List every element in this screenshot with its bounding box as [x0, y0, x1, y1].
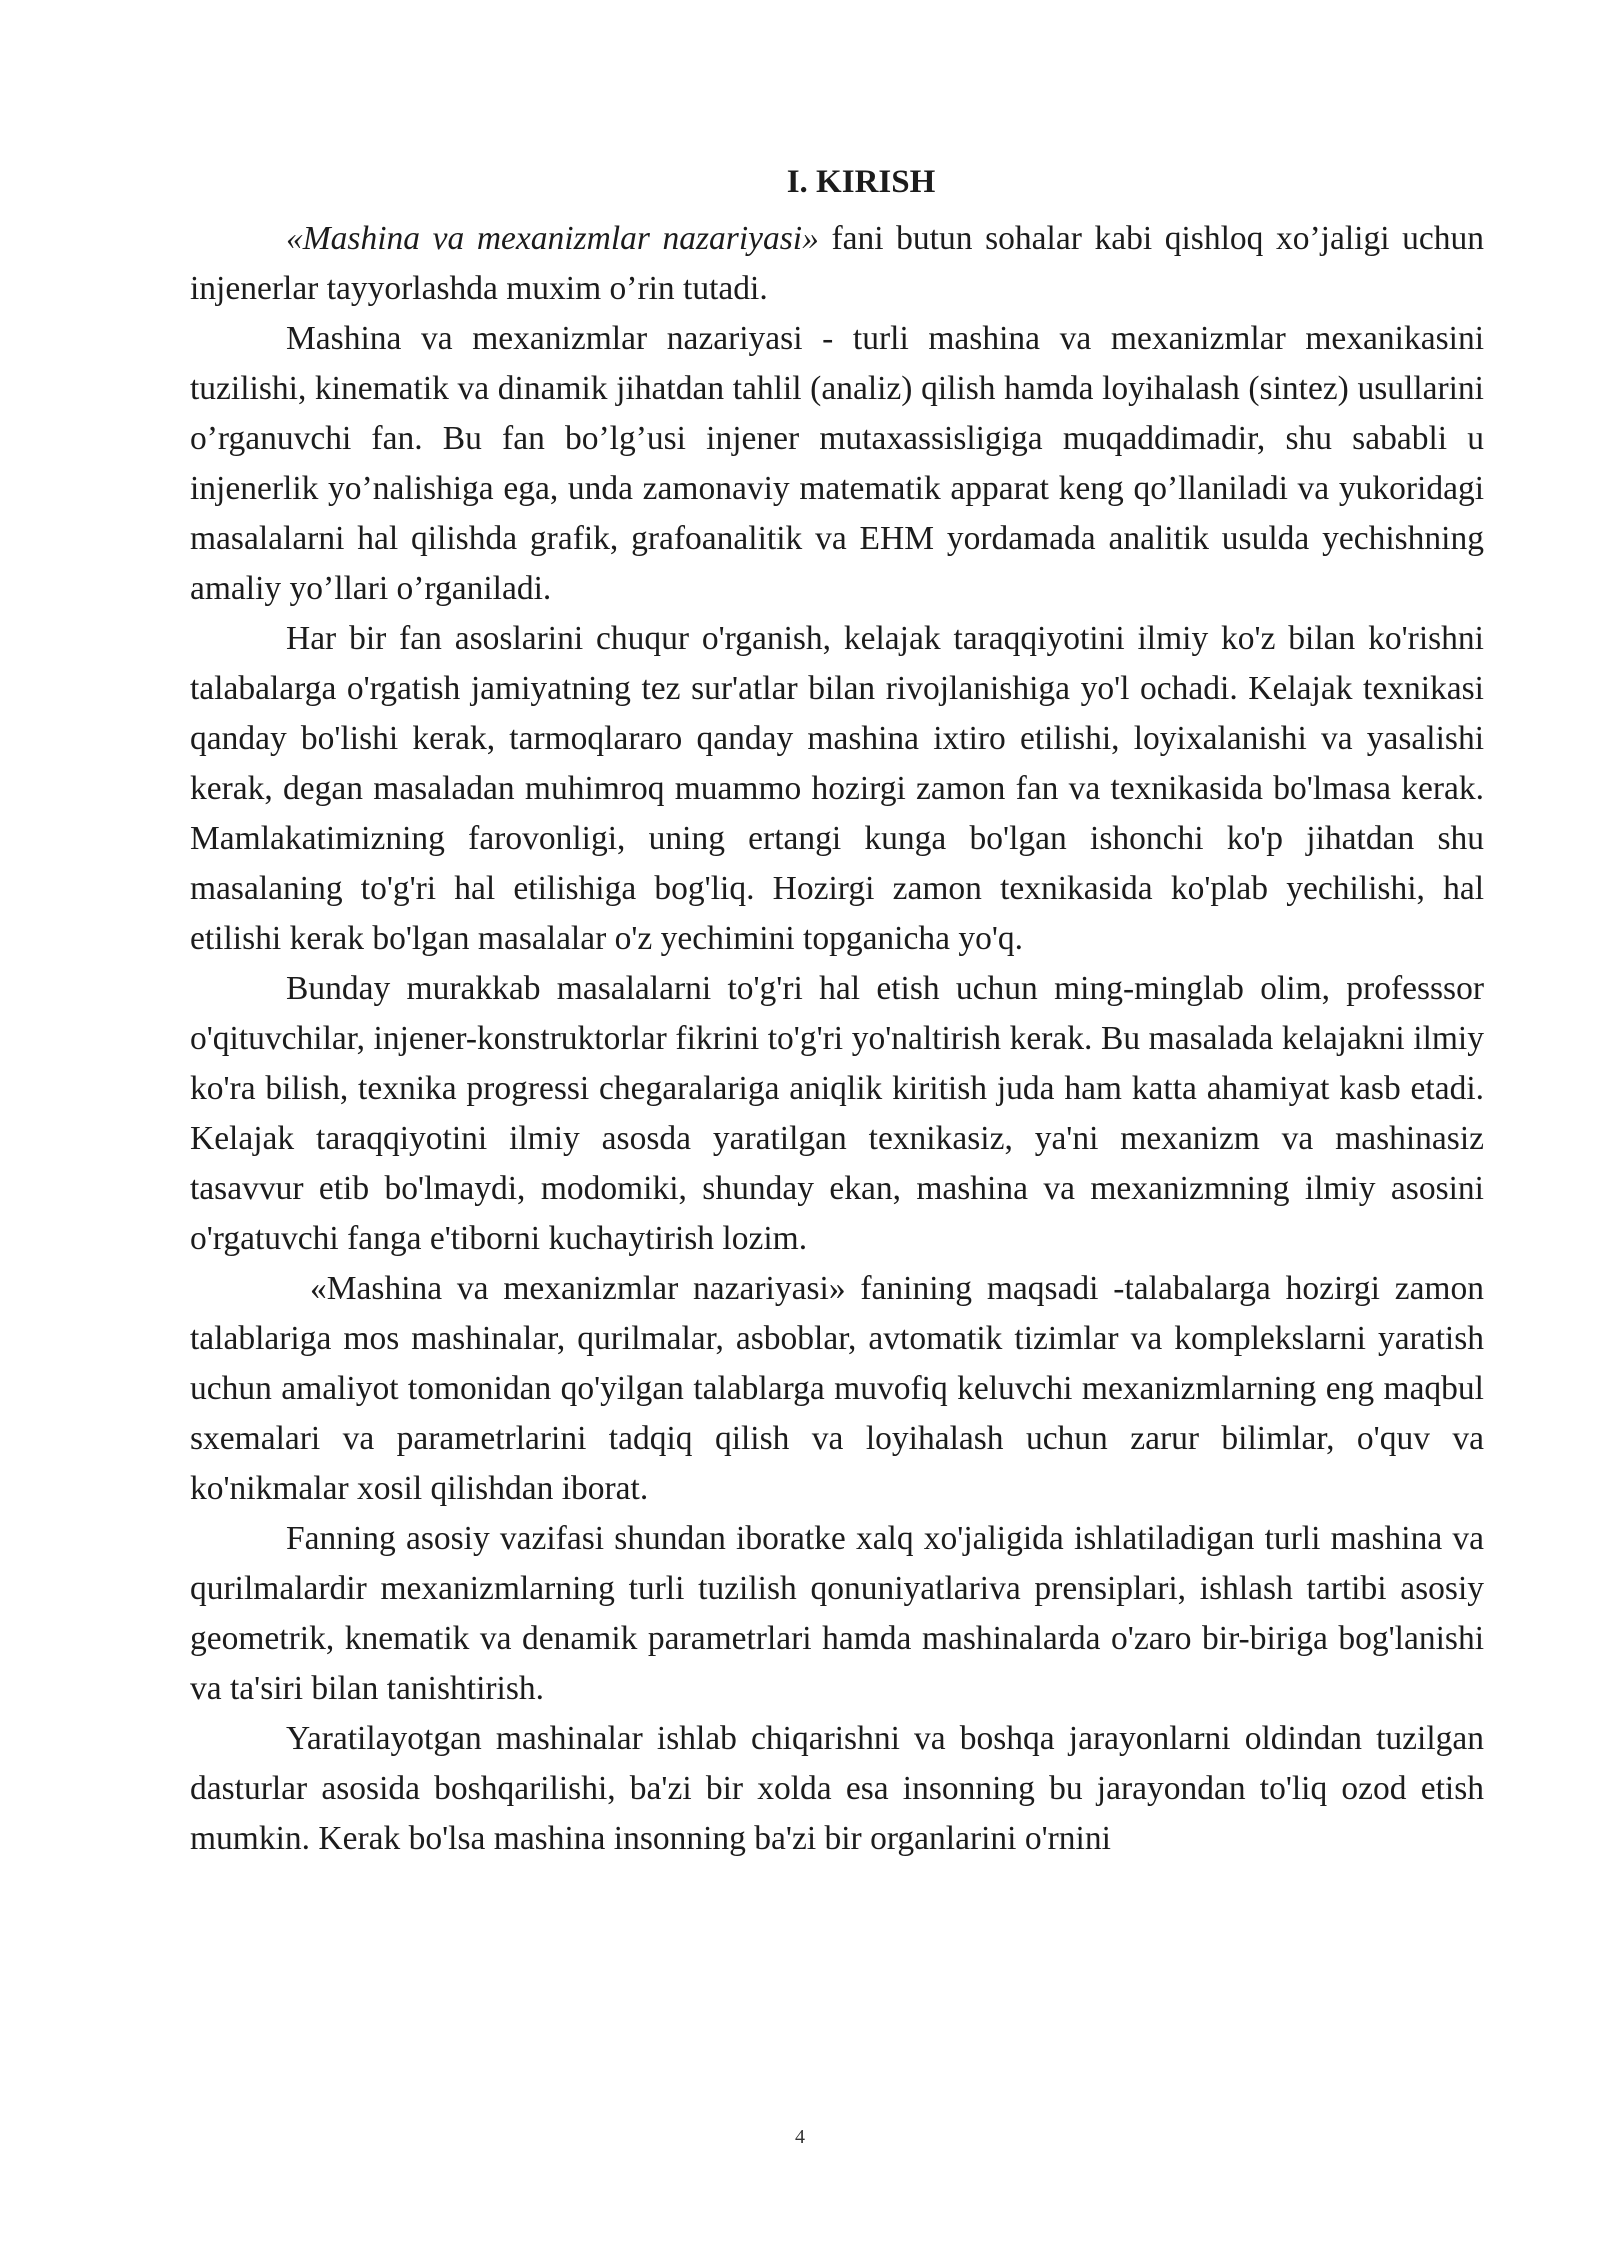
paragraph-4: Bunday murakkab masalalarni to'g'ri hal etish uchun ming-minglab olim, professsor o'qituvchilar, injener-konstruktorlar fikrini to'g'ri yo'naltirish kerak. Bu masalada kelajakni ilmiy ko'ra bilish, texnika progressi chegaralariga aniqlik kiritish juda ham katta ahamiyat kasb etadi. Kelajak taraqqiyotini ilmiy asosda yaratilgan texnikasiz, ya'ni mexanizm va mashinasiz tasavvur etib bo'lmaydi, modomiki, shunday ekan, mashina va mexanizmning ilmiy asosini o'rgatuvchi fanga e'tiborni kuchaytirish lozim.	[190, 970, 1484, 1257]
paragraph-1-text: fani butun sohalar kabi qishloq xo’jaligi uchun injenerlar tayyorlashda muxim o’rin tutadi.	[190, 220, 1485, 307]
paragraph-1	[190, 214, 1484, 314]
paragraph-3: Har bir fan asoslarini chuqur o'rganish, kelajak taraqqiyotini ilmiy ko'z bilan ko'rishni talabalarga o'rgatish jamiyatning tez sur'atlar bilan rivojlanishiga yo'l ochadi. Kelajak texnikasi qanday bo'lishi kerak, tarmoqlararo qanday mashina ixtiro etilishi, loyixalanishi va yasalishi kerak, degan masaladan muhimroq muammo hozirgi zamon fan va texnikasida bo'lmasa kerak. Mamlakatimizning farovonligi, uning ertangi kunga bo'lgan ishonchi ko'p jihatdan shu masalaning to'g'ri hal etilishiga bog'liq. Hozirgi zamon texnikasida ko'plab yechilishi, hal etilishi kerak bo'lgan masalalar o'z yechimini topganicha yo'q.	[190, 620, 1484, 957]
page-content	[190, 162, 1484, 1864]
paragraph-7: Yaratilayotgan mashinalar ishlab chiqarishni va boshqa jarayonlarni oldindan tuzilgan dasturlar asosida boshqarilishi, ba'zi bir xolda esa insonning bu jarayondan to'liq ozod etish mumkin. Kerak bo'lsa mashina insonning ba'zi bir organlarini o'rnini	[190, 1720, 1484, 1857]
paragraph-6: Fanning asosiy vazifasi shundan iboratke xalq xo'jaligida ishlatiladigan turli mashina va qurilmalardir mexanizmlarning turli tuzilish qonuniyatlariva prensiplari, ishlash tartibi asosiy geometrik, knematik va denamik parametrlari hamda mashinalarda o'zaro bir-biriga bog'lanishi va ta'siri bilan tanishtirish.	[190, 1520, 1484, 1707]
section-heading: I. KIRISH	[786, 164, 936, 200]
paragraph-5: «Mashina va mexanizmlar nazariyasi» fanining maqsadi -talabalarga hozirgi zamon talablariga mos mashinalar, qurilmalar, asboblar, avtomatik tizimlar va komplekslarni yaratish uchun amaliyot tomonidan qo'yilgan talablarga muvofiq keluvchi mexanizmlarning eng maqbul sxemalari va parametrlarini tadqiq qilish va loyihalash uchun zarur bilimlar, o'quv va ko'nikmalar xosil qilishdan iborat.	[190, 1270, 1484, 1507]
paragraph-2: Mashina va mexanizmlar nazariyasi - turli mashina va mexanizmlar mexanikasini tuzilishi, kinematik va dinamik jihatdan tahlil (analiz) qilish hamda loyihalash (sintez) usullarini o’rganuvchi fan. Bu fan bo’lg’usi injener mutaxassisligiga muqaddimadir, shu sababli u injenerlik yo’nalishiga ega, unda zamonaviy matematik apparat keng qo’llaniladi va yukoridagi masalalarni hal qilishda grafik, grafoanalitik va EHM yordamada analitik usulda yechishning amaliy yo’llari o’rganiladi.	[190, 320, 1484, 607]
course-title-italic: «Mashina va mexanizmlar nazariyasi»	[286, 220, 819, 257]
page-number: 4	[795, 2126, 805, 2148]
